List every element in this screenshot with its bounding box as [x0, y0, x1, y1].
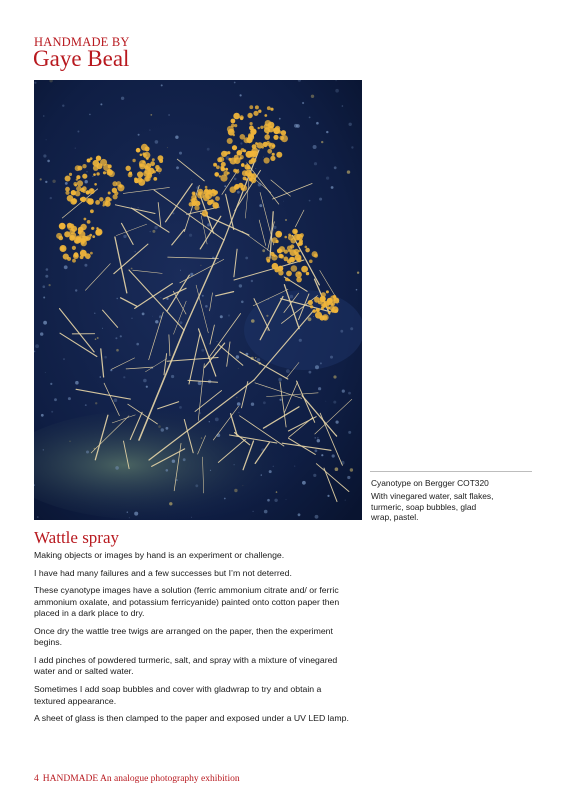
- page-number: 4: [34, 774, 39, 784]
- caption-line: wrap, pastel.: [371, 512, 419, 523]
- artist-name: Gaye Beal: [33, 46, 130, 71]
- caption-line: With vinegared water, salt flakes,: [371, 491, 494, 501]
- caption-title: Cyanotype on Bergger COT320: [371, 478, 489, 488]
- article-body: [34, 550, 350, 731]
- article-paragraph: These cyanotype images have a solution (ferric ammonium citrate and/ or ferric ammonium oxalate, and potassium ferricyanide) painted onto cotton paper then placed in a dark place to dry.: [34, 585, 340, 619]
- caption-divider: [370, 471, 532, 472]
- article-paragraph: I have had many failures and a few successes but I’m not deterred.: [34, 567, 292, 578]
- footer-title: HANDMADE An analogue photography exhibition: [42, 774, 240, 784]
- section-kicker: HANDMADE BY: [34, 35, 130, 49]
- article-paragraph: Sometimes I add soap bubbles and cover with gladwrap to try and obtain a textured appearance.: [34, 684, 322, 706]
- article-title: Wattle spray: [34, 528, 120, 547]
- caption-line: turmeric, soap bubbles, glad: [371, 501, 477, 512]
- article-paragraph: Making objects or images by hand is an experiment or challenge.: [34, 550, 285, 560]
- article-paragraph: I add pinches of powdered turmeric, salt, and spray with a mixture of vinegared water and or salted water.: [34, 655, 338, 677]
- artwork-image: [34, 80, 362, 520]
- article-paragraph: A sheet of glass is then clamped to the paper and exposed under a UV LED lamp.: [34, 713, 349, 724]
- article-paragraph: Once dry the wattle tree twigs are arranged on the paper, then the experiment begins.: [34, 625, 333, 648]
- page-footer: [34, 774, 240, 784]
- caption-body: [371, 491, 531, 523]
